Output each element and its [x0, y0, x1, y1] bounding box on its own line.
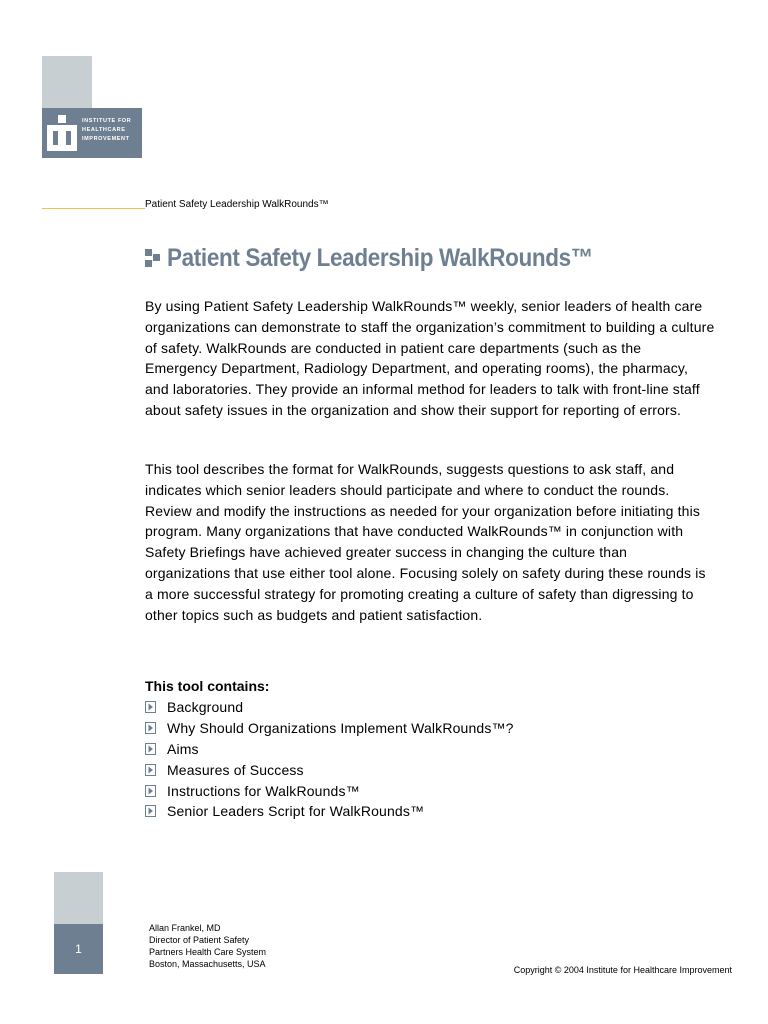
page-title: Patient Safety Leadership WalkRounds™ [167, 243, 593, 272]
triangle-box-bullet-icon [145, 805, 156, 817]
page-number-accent-block [54, 872, 103, 924]
list-item-label: Why Should Organizations Implement WalkRounds™? [167, 720, 514, 737]
list-item [145, 759, 514, 780]
logo-line: IMPROVEMENT [82, 136, 130, 142]
author-line: Director of Patient Safety [149, 935, 250, 945]
ihi-logo-icon [47, 115, 77, 151]
logo-line: INSTITUTE FOR [82, 118, 132, 124]
logo-accent-block [42, 56, 92, 108]
triangle-box-bullet-icon [145, 743, 156, 755]
list-item [145, 739, 514, 760]
author-line: Allan Frankel, MD [149, 923, 221, 933]
header-rule [42, 208, 145, 209]
list-item-label: Measures of Success [167, 761, 304, 778]
list-item [145, 801, 514, 822]
list-item [145, 697, 514, 718]
copyright-notice: Copyright © 2004 Institute for Healthcare Improvement [513, 965, 732, 975]
running-header: Patient Safety Leadership WalkRounds™ [145, 199, 329, 210]
triangle-box-bullet-icon [145, 701, 156, 713]
ihi-logo [42, 108, 142, 158]
list-item-label: Aims [167, 740, 199, 757]
triangle-box-bullet-icon [145, 764, 156, 776]
list-item-label: Background [167, 699, 244, 716]
title-row [145, 240, 640, 276]
list-item-label: Senior Leaders Script for WalkRounds™ [167, 803, 425, 820]
author-line: Partners Health Care System [149, 947, 267, 957]
list-item [145, 780, 514, 801]
list-item-label: Instructions for WalkRounds™ [167, 782, 360, 799]
triangle-box-bullet-icon [145, 722, 156, 734]
author-line: Boston, Massachusetts, USA [149, 959, 266, 969]
page-number: 1 [54, 924, 103, 974]
contents-list [145, 697, 514, 822]
list-item [145, 718, 514, 739]
square-cluster-icon [145, 247, 161, 269]
logo-wordmark [82, 117, 142, 144]
triangle-box-bullet-icon [145, 785, 156, 797]
description-paragraph: This tool describes the format for WalkRounds, suggests questions to ask staff, and indicates which senior leaders should participate and where to conduct the rounds. Review and modify the instructions as needed for your organization before initiating this program. Many organizations that have conducted WalkRounds™ in conjunction with Safety Briefings have achieved greater success in changing the culture than organizations that use either tool alone. Focusing solely on safety during these rounds is a more successful strategy for promoting creating a culture of safety than digressing to other topics such as budgets and patient satisfaction. [145, 461, 706, 623]
contents-heading: This tool contains: [145, 678, 270, 694]
logo-line: HEALTHCARE [82, 127, 126, 133]
author-block [149, 922, 266, 970]
intro-paragraph: By using Patient Safety Leadership WalkRounds™ weekly, senior leaders of health care organizations can demonstrate to staff the organization’s commitment to building a culture of safety. WalkRounds are conducted in patient care departments (such as the Emergency Department, Radiology Department, and operating rooms), the pharmacy, and laboratories. They provide an informal method for leaders to talk with front-line staff about safety issues in the organization and show their support for reporting of errors. [145, 298, 715, 418]
